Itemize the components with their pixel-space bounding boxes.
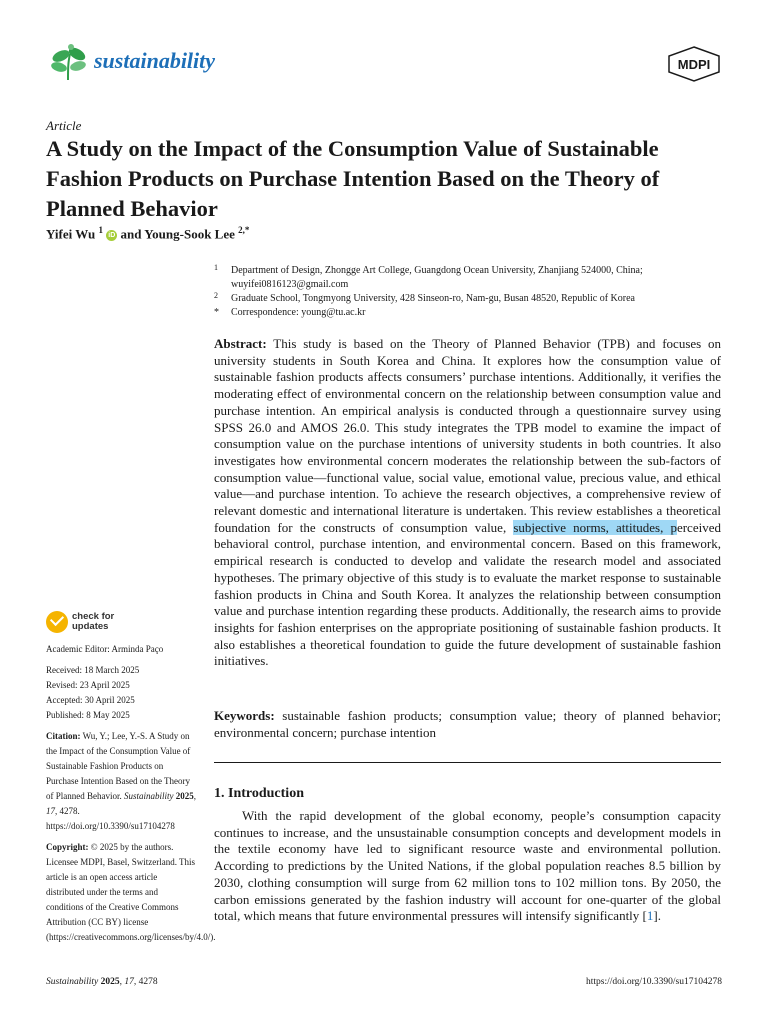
article-info-sidebar	[46, 642, 216, 945]
sustainability-logo-icon	[46, 42, 90, 82]
paragraph-text: With the rapid development of the global economy, people’s consumption capacity continues to increase, and the unsustainable consumption concepts and development models in the textile economy have led to significant resource waste and environmental pollution. According to predictions by the United Nations, if the global population reaches 8.5 billion by 2030, clothing consumption will surge from 62 million tons to 102 million tons. By 2050, the carbon emissions generated by the fashion industry will account for one-quarter of the global total, which means that future environmental pressures will intensify significantly [	[214, 808, 721, 924]
received-date: Received: 18 March 2025	[46, 665, 140, 675]
academic-editor: Academic Editor: Arminda Paço	[46, 644, 164, 654]
citation-journal: Sustainability	[124, 791, 174, 801]
highlighted-text[interactable]: subjective norms, attitudes, p	[513, 519, 677, 535]
affiliations	[214, 264, 734, 320]
footer-volume: 17	[124, 977, 134, 987]
citation: Citation: Wu, Y.; Lee, Y.-S. A Study on the Impact of the Consumption Value of Sustainable Fashion Products on Purchase Intention Based on the Theory of Planned Behavior. Sustainability 2025, 17, 4278. https://doi.org/10.3390/su17104278	[46, 731, 196, 831]
affiliation-item	[214, 264, 734, 292]
correspondence-text: Correspondence: young@tu.ac.kr	[231, 307, 366, 318]
citation-label: Citation:	[46, 731, 81, 741]
check-label-line1: check for	[72, 611, 115, 622]
mdpi-text: MDPI	[677, 57, 711, 72]
orcid-icon[interactable]: iD	[108, 232, 116, 240]
abstract-label: Abstract:	[214, 336, 267, 351]
affiliation-text: Department of Design, Zhongge Art College, Guangdong Ocean University, Zhanjiang 524000, China; wuyifei0816123@gmail.com	[231, 265, 643, 290]
section-heading: 1. Introduction	[214, 786, 304, 801]
copyright	[46, 840, 216, 945]
abstract-text: This study is based on the Theory of Planned Behavior (TPB) and focuses on university students in South Korea and China. It explores how the consumption value of sustainable fashion products affects consumers’ purchase intentions. Additionally, it verifies the moderating effect of environmental concern on the relationship between consumption value and purchase intention. An empirical analysis is conducted through a questionnaire survey using SPSS 26.0 and AMOS 26.0. This study integrates the TPB model to examine the impact of consumption value on the purchase intentions of university students in both countries. It also investigates how environmental concern moderates the relationship between the sub-factors of consumption value—functional value, social value, emotional value, precious value, and ethical value—and purchase intention. To achieve the research objectives, a comprehensive review of relevant domestic and international literature is undertaken. This review establishes a theoretical foundation for the constructs of consumption value,	[214, 336, 721, 535]
citation-doi[interactable]: , 4278. https://doi.org/10.3390/su17104278	[46, 806, 175, 831]
copyright-label: Copyright:	[46, 842, 89, 852]
author-name[interactable]: Yifei Wu	[46, 226, 96, 242]
paper-title: A Study on the Impact of the Consumption Value of Sustainable Fashion Products on Purchase Intention Based on the Theory of Planned Behavior	[46, 136, 660, 221]
footer-doi-link[interactable]: https://doi.org/10.3390/su17104278	[585, 977, 722, 987]
affiliation-text: Graduate School, Tongmyong University, 428 Sinseon-ro, Nam-gu, Busan 48520, Republic of Korea	[231, 293, 635, 304]
affiliation-number: 2	[214, 291, 218, 300]
citation-text: Wu, Y.; Lee, Y.-S. A Study on the Impact of the Consumption Value of Sustainable Fashion Products on Purchase Intention Based on the Theory of Planned Behavior.	[46, 731, 191, 801]
footer-citation: Sustainability 2025, 17, 4278	[46, 977, 158, 987]
introduction-paragraph	[214, 808, 721, 925]
keywords-text: sustainable fashion products; consumption value; theory of planned behavior; environmental concern; purchase intention	[214, 708, 721, 740]
accepted-date: Accepted: 30 April 2025	[46, 695, 135, 705]
article-type: Article	[46, 118, 82, 133]
check-circle-icon	[46, 611, 68, 633]
revised-date: Revised: 23 April 2025	[46, 680, 130, 690]
check-for-updates-label	[72, 612, 114, 632]
check-label-line2: updates	[72, 621, 109, 632]
check-for-updates-button[interactable]	[46, 611, 176, 637]
mdpi-logo-icon	[666, 46, 722, 82]
keywords	[214, 708, 721, 741]
affiliation-marker: 1	[98, 225, 103, 235]
keywords-label: Keywords:	[214, 708, 275, 723]
author-name[interactable]: Young-Sook Lee	[144, 226, 235, 242]
section-divider	[214, 762, 721, 763]
affiliation-number: 1	[214, 263, 218, 272]
abstract	[214, 336, 721, 670]
footer-year: 2025	[100, 977, 120, 987]
reference-link[interactable]: 1	[646, 908, 654, 924]
published-date: Published: 8 May 2025	[46, 710, 130, 720]
mdpi-logo	[666, 46, 722, 82]
journal-name: sustainability	[94, 48, 216, 73]
footer-article: , 4278	[133, 977, 158, 987]
correspondence-marker: *	[214, 307, 219, 318]
abstract-text: erceived behavioral control, purchase intention, and environmental concern. Based on this framework, empirical research is conducted to develop and validate the research model and associated hypotheses. The primary objective of this study is to evaluate the market response to sustainable fashion products in China and South Korea. It analyzes the relationship between consumption value and purchase intention regarding these products. Additionally, the research aims to provide insights for fashion enterprises on the appropriate positioning of sustainable fashion products. It also establishes a theoretical foundation to guide the future development of sustainable fashion initiatives.	[214, 519, 721, 669]
copyright-text: © 2025 by the authors. Licensee MDPI, Basel, Switzerland. This article is an open access article distributed under the terms and conditions of the Creative Commons Attribution (CC BY) license (https://creativecommons.org/licenses/by/4.0/).	[46, 842, 216, 942]
affiliation-item	[214, 306, 734, 320]
citation-year: 2025	[175, 791, 194, 801]
author-connector: and	[117, 226, 145, 242]
citation-volume: 17	[46, 806, 55, 816]
affiliation-marker: 2,*	[238, 225, 250, 235]
paragraph-text: ].	[653, 908, 661, 924]
affiliation-item	[214, 292, 734, 306]
footer-journal: Sustainability	[46, 977, 99, 987]
author-line	[46, 225, 249, 242]
